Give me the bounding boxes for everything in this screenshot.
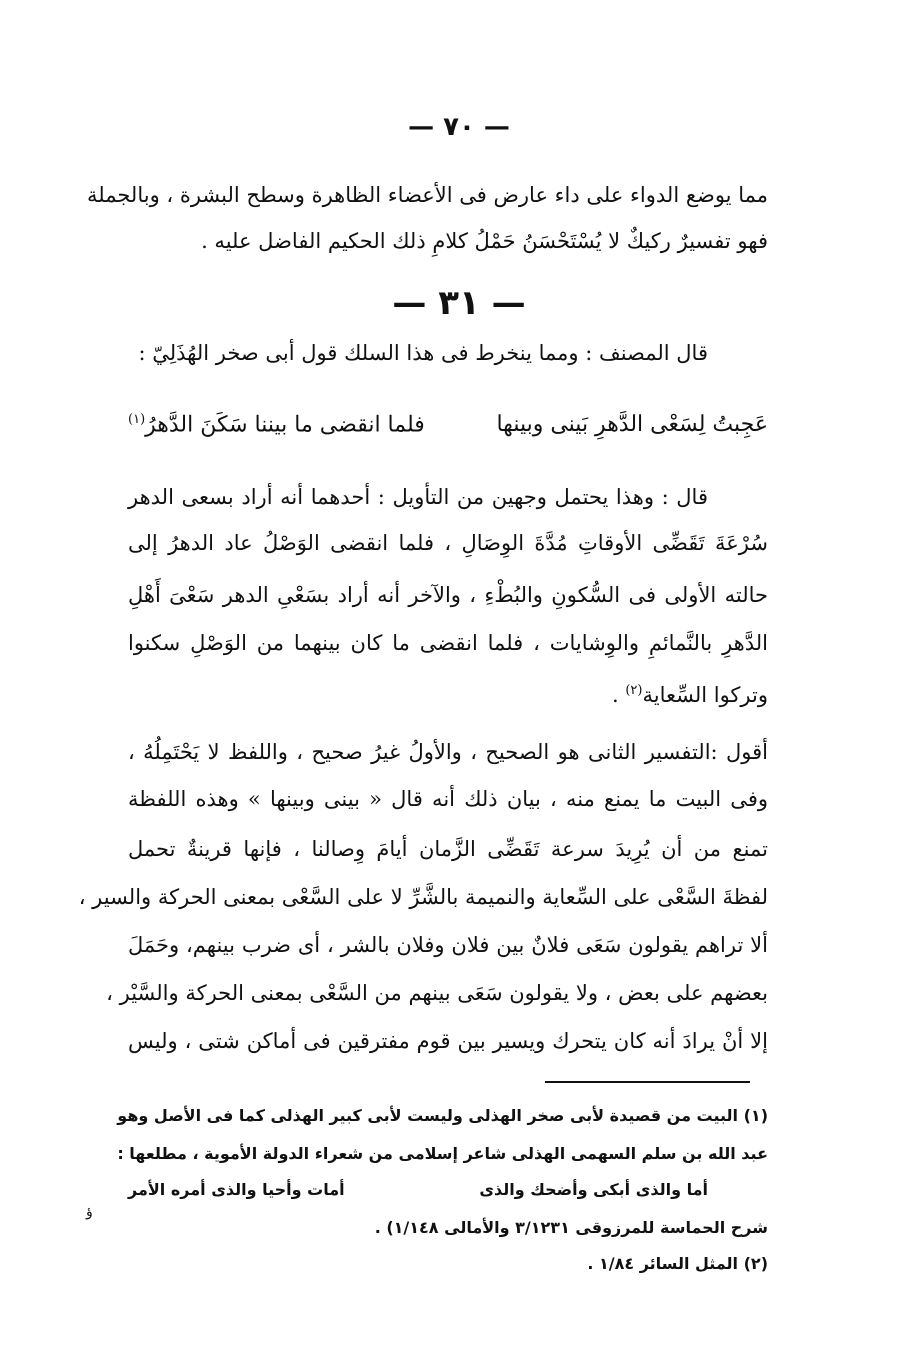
text-line: الدَّهرِ بالنَّمائمِ والوِشايات ، فلما انقضى ما كان بينهما من الوَصْلِ سكنوا: [128, 631, 768, 655]
margin-mark: ؤ: [86, 1204, 93, 1220]
author-intro: قال المصنف : ومما ينخرط فى هذا السلك قول أبى صخر الهُذَلِيّ :: [138, 341, 708, 365]
text-line: ألا تراهم يقولون سَعَى فلانٌ بين فلان وفلان بالشر ، أى ضرب بينهم، وحَمَلَ: [128, 933, 768, 957]
text-line: أقول :التفسير الثانى هو الصحيح ، والأولُ غيرُ صحيح ، واللفظ لا يَحْتَمِلُهُ ،: [128, 740, 768, 764]
text-line: سُرْعَةَ تَقَضِّى الأوقاتِ مُدَّةَ الوِصَالِ ، فلما انقضى الوَصْلُ عاد الدهرُ إلى: [128, 531, 768, 555]
text-line: حالته الأولى فى السُّكونِ والبُطْءِ ، والآخر أنه أراد بسَعْىِ الدهر سَعْىَ أَهْلِ: [128, 583, 768, 607]
verse-second-text: فلما انقضى ما بيننا سَكَنَ الدَّهرُ: [145, 412, 425, 438]
footnote-2: (٢) المثل السائر ١/٨٤ .: [587, 1254, 768, 1273]
text-line: لفظةَ السَّعْى على السِّعاية والنميمة بالشَّرِّ لا على السَّعْى بمعنى الحركة والسير ،: [78, 885, 768, 909]
footnote-verse: [128, 1180, 708, 1206]
section-number: — ٣١ —: [392, 283, 526, 323]
verse-first-hemistich: عَجِبتُ لِسَعْى الدَّهرِ بَينى وبينها: [496, 412, 768, 437]
page-number: — ٧٠ —: [408, 112, 510, 142]
text-line: مما يوضع الدواء على داء عارض فى الأعضاء الظاهرة وسطح البشرة ، وبالجملة: [87, 183, 768, 207]
text-segment: .: [611, 683, 626, 707]
footnote-divider: [545, 1081, 750, 1083]
text-segment: وتركوا السِّعاية: [642, 683, 768, 707]
text-line: فهو تفسيرٌ ركيكٌ لا يُسْتَحْسَنُ حَمْلُ كلامِ ذلك الحكيم الفاضل عليه .: [201, 229, 768, 253]
text-line: [128, 676, 768, 710]
text-line: وفى البيت ما يمنع منه ، بيان ذلك أنه قال « بينى وبينها » وهذه اللفظة: [128, 787, 768, 811]
footnote-ref-2: (٢): [625, 683, 643, 698]
text-line: قال : وهذا يحتمل وجهين من التأويل : أحدهما أنه أراد بسعى الدهر: [128, 485, 708, 509]
text-line: إلا أنْ يرادَ أنه كان يتحرك ويسير بين قوم مفترقين فى أماكن شتى ، وليس: [128, 1029, 768, 1053]
footnote-ref-1: (١): [128, 412, 146, 427]
footnote-line: (١) البيت من قصيدة لأبى صخر الهذلى وليست لأبى كبير الهذلى كما فى الأصل وهو: [117, 1106, 768, 1125]
footnote-source: شرح الحماسة للمرزوقى ٣/١٢٣١ والأمالى ١/١٤٨) .: [374, 1218, 768, 1237]
verse-second-hemistich: [128, 412, 425, 437]
text-line: بعضهم على بعض ، ولا يقولون سَعَى بينهم من السَّعْى بمعنى الحركة والسَّيْر ،: [106, 981, 768, 1005]
poem-verse: [128, 412, 768, 452]
footnote-verse-first: أما والذى أبكى وأضحك والذى: [479, 1180, 708, 1199]
text-line: تمنع من أن يُرِيدَ سرعة تَقَضِّى الزَّمان أيامَ وِصالنا ، فإنها قرينةٌ تحمل: [128, 837, 768, 861]
footnote-line: عبد الله بن سلم السهمى الهذلى شاعر إسلامى من شعراء الدولة الأموية ، مطلعها :: [117, 1144, 768, 1163]
footnote-verse-second: أمات وأحيا والذى أمره الأمر: [128, 1180, 345, 1199]
